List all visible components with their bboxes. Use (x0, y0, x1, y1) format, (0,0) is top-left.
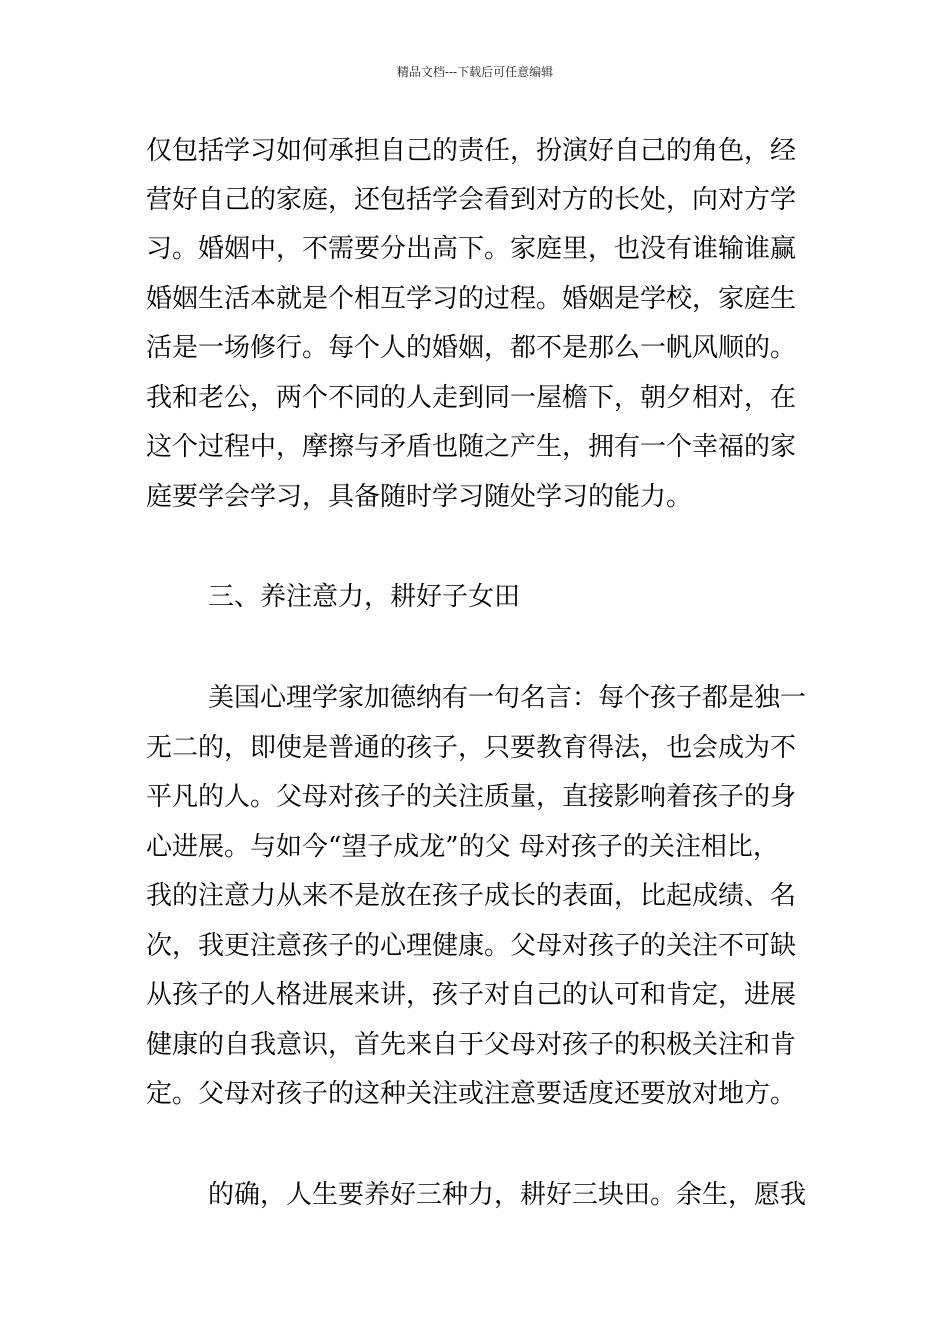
text-line: 从孩子的人格进展来讲，孩子对自己的认可和肯定，进展 (146, 980, 797, 1010)
section-heading: 三、养注意力，耕好子女田 (208, 582, 521, 612)
text-line: 仅包括学习如何承担自己的责任，扮演好自己的角色，经 (146, 136, 797, 166)
text-line: 心进展。与如今“望子成龙”的父 母对孩子的关注相比， (146, 832, 779, 862)
text-line: 次，我更注意孩子的心理健康。父母对孩子的关注不可缺 (146, 931, 797, 961)
text-line: 活是一场修行。每个人的婚姻，都不是那么一帆风顺的。 (146, 333, 797, 363)
text-line: 无二的，即使是普通的孩子，只要教育得法，也会成为不 (146, 733, 797, 763)
text-line: 庭要学会学习，具备随时学习随处学习的能力。 (146, 482, 693, 512)
text-line: 平凡的人。父母对孩子的关注质量，直接影响着孩子的身 (146, 782, 797, 812)
page-header: 精品文档---下载后可任意编辑 (396, 65, 554, 79)
text-line: 定。父母对孩子的这种关注或注意要适度还要放对地方。 (146, 1079, 797, 1109)
text-line: 美国心理学家加德纳有一句名言：每个孩子都是独一 (208, 683, 807, 713)
text-line: 这个过程中，摩擦与矛盾也随之产生，拥有一个幸福的家 (146, 432, 797, 462)
text-line: 习。婚姻中，不需要分出高下。家庭里，也没有谁输谁赢 (146, 234, 797, 264)
text-line: 婚姻生活本就是个相互学习的过程。婚姻是学校，家庭生 (146, 284, 797, 314)
text-line: 我的注意力从来不是放在孩子成长的表面，比起成绩、名 (146, 881, 797, 911)
text-line: 我和老公，两个不同的人走到同一屋檐下，朝夕相对，在 (146, 383, 797, 413)
text-line: 的确，人生要养好三种力，耕好三块田。余生，愿我 (208, 1180, 807, 1210)
text-line: 营好自己的家庭，还包括学会看到对方的长处，向对方学 (146, 185, 797, 215)
text-line: 健康的自我意识，首先来自于父母对孩子的积极关注和肯 (146, 1030, 797, 1060)
